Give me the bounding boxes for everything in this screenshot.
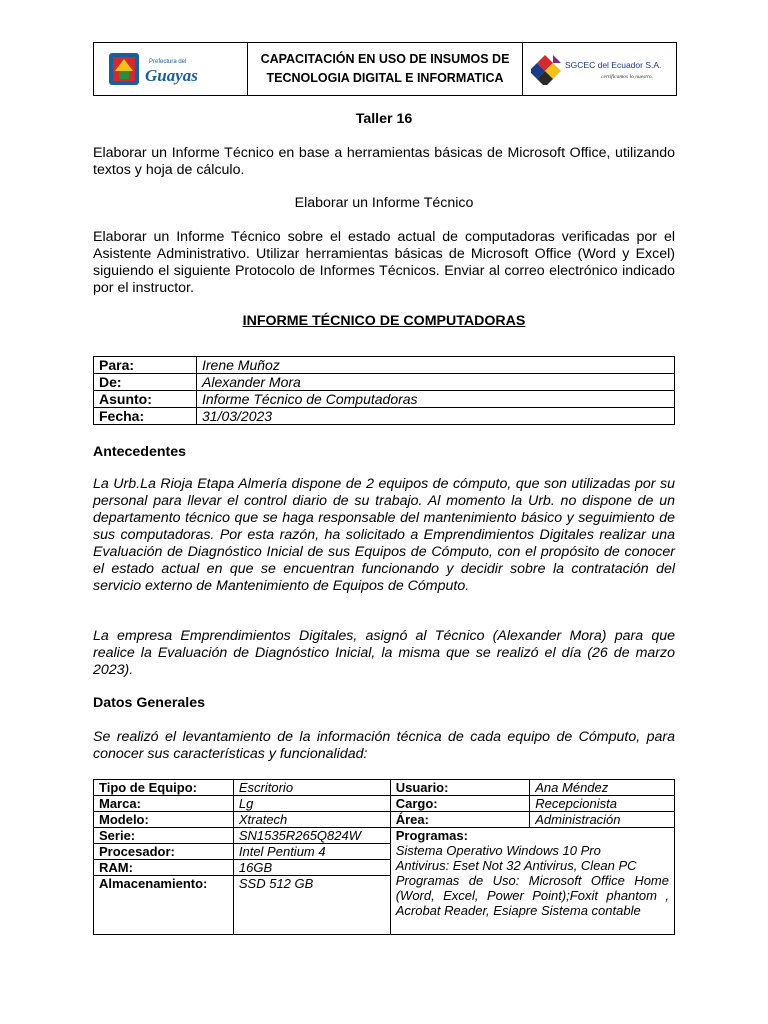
equip-value: SSD 512 GB	[233, 876, 390, 935]
memo-row	[94, 391, 675, 408]
table-row	[94, 780, 675, 796]
memo-table	[93, 356, 675, 425]
equip-label: Almacenamiento:	[94, 876, 234, 935]
program-item: Sistema Operativo Windows 10 Pro	[395, 843, 601, 858]
workshop-title: Taller 16	[355, 111, 413, 127]
antecedentes-paragraph-1: La Urb.La Rioja Etapa Almería dispone de 2 equipos de cómputo, que son utilizadas por su personal para llevar el control diario de su trabajo. Al momento la Urb. no dispone de un departamento técnico que se haga responsable del mantenimiento básico y seguimiento de sus computadoras. Por esta razón, ha solicitado a Emprendimientos Digitales realizar una Evaluación de Diagnóstico Inicial de sus Equipos de Cómputo, con el propósito de conocer el estado actual en que se encuentran funcionando y decidir sobre la contratación del servicio externo de Mantenimiento de Equipos de Cómputo.	[93, 476, 675, 594]
memo-value: Informe Técnico de Computadoras	[197, 391, 675, 408]
document-header	[93, 42, 677, 96]
programs-cell	[390, 828, 674, 935]
equip-value: SN1535R265Q824W	[233, 828, 390, 844]
header-title-cell	[248, 43, 523, 95]
equip-value: Xtratech	[233, 812, 390, 828]
sgcec-logo	[531, 53, 671, 85]
equip-label: RAM:	[94, 860, 234, 876]
memo-row	[94, 374, 675, 391]
user-label: Cargo:	[390, 796, 530, 812]
logo-right-text: SGCEC del Ecuador S.A.	[565, 60, 662, 70]
prefectura-guayas-logo	[109, 51, 231, 87]
memo-label: Asunto:	[94, 391, 197, 408]
memo-label: De:	[94, 374, 197, 391]
header-title-line2: TECNOLOGIA DIGITAL E INFORMATICA	[266, 71, 504, 85]
user-label: Área:	[390, 812, 530, 828]
equip-value: Intel Pentium 4	[233, 844, 390, 860]
logo-right-tagline: certificamos lo nuestro.	[601, 74, 653, 80]
memo-row	[94, 408, 675, 425]
equip-value: Lg	[233, 796, 390, 812]
table-row	[94, 796, 675, 812]
memo-label: Para:	[94, 357, 197, 374]
header-title-line1: CAPACITACIÓN EN USO DE INSUMOS DE	[260, 52, 510, 66]
equip-label: Serie:	[94, 828, 234, 844]
table-row	[94, 828, 675, 844]
memo-value: Alexander Mora	[197, 374, 675, 391]
program-item: Programas de Uso: Microsoft Office Home (Word, Excel, Power Point);Foxit phantom , Acrobat Reader, Esiapre Sistema contable	[395, 873, 669, 918]
programs-list	[396, 843, 669, 918]
antecedentes-heading: Antecedentes	[93, 444, 187, 460]
datos-generales-intro: Se realizó el levantamiento de la información técnica de cada equipo de Cómputo, para conocer sus características y funcionalidad:	[93, 729, 675, 762]
program-item: Antivirus: Eset Not 32 Antivirus, Clean PC	[395, 858, 637, 873]
intro-paragraph: Elaborar un Informe Técnico en base a herramientas básicas de Microsoft Office, utilizando textos y hoja de cálculo.	[93, 145, 675, 178]
memo-row	[94, 357, 675, 374]
programs-label: Programas:	[395, 828, 468, 843]
user-label: Usuario:	[390, 780, 530, 796]
logo-left-big-text: Guayas	[145, 66, 198, 85]
equip-label: Modelo:	[94, 812, 234, 828]
equip-value: 16GB	[233, 860, 390, 876]
equip-label: Marca:	[94, 796, 234, 812]
logo-left-small-text: Prefectura del	[149, 59, 187, 65]
memo-value: Irene Muñoz	[197, 357, 675, 374]
instructions-paragraph: Elaborar un Informe Técnico sobre el estado actual de computadoras verificadas por el Asistente Administrativo. Utilizar herramientas básicas de Microsoft Office (Word y Excel) siguiendo el siguiente Protocolo de Informes Técnicos. Enviar al correo electrónico indicado por el instructor.	[93, 229, 675, 296]
user-value: Recepcionista	[530, 796, 675, 812]
memo-value: 31/03/2023	[197, 408, 675, 425]
header-logo-right-cell	[523, 43, 676, 95]
header-logo-left-cell	[94, 43, 248, 95]
equip-value: Escritorio	[233, 780, 390, 796]
equipment-table	[93, 779, 675, 935]
subtitle: Elaborar un Informe Técnico	[294, 195, 474, 211]
equip-label: Procesador:	[94, 844, 234, 860]
equip-label: Tipo de Equipo:	[94, 780, 234, 796]
datos-generales-heading: Datos Generales	[93, 695, 205, 711]
table-row	[94, 812, 675, 828]
antecedentes-paragraph-2: La empresa Emprendimientos Digitales, asignó al Técnico (Alexander Mora) para que realice la Evaluación de Diagnóstico Inicial, la misma que se realizó el día (26 de marzo 2023).	[93, 628, 675, 678]
user-value: Administración	[530, 812, 675, 828]
user-value: Ana Méndez	[530, 780, 675, 796]
memo-label: Fecha:	[94, 408, 197, 425]
report-title: INFORME TÉCNICO DE COMPUTADORAS	[242, 313, 526, 329]
